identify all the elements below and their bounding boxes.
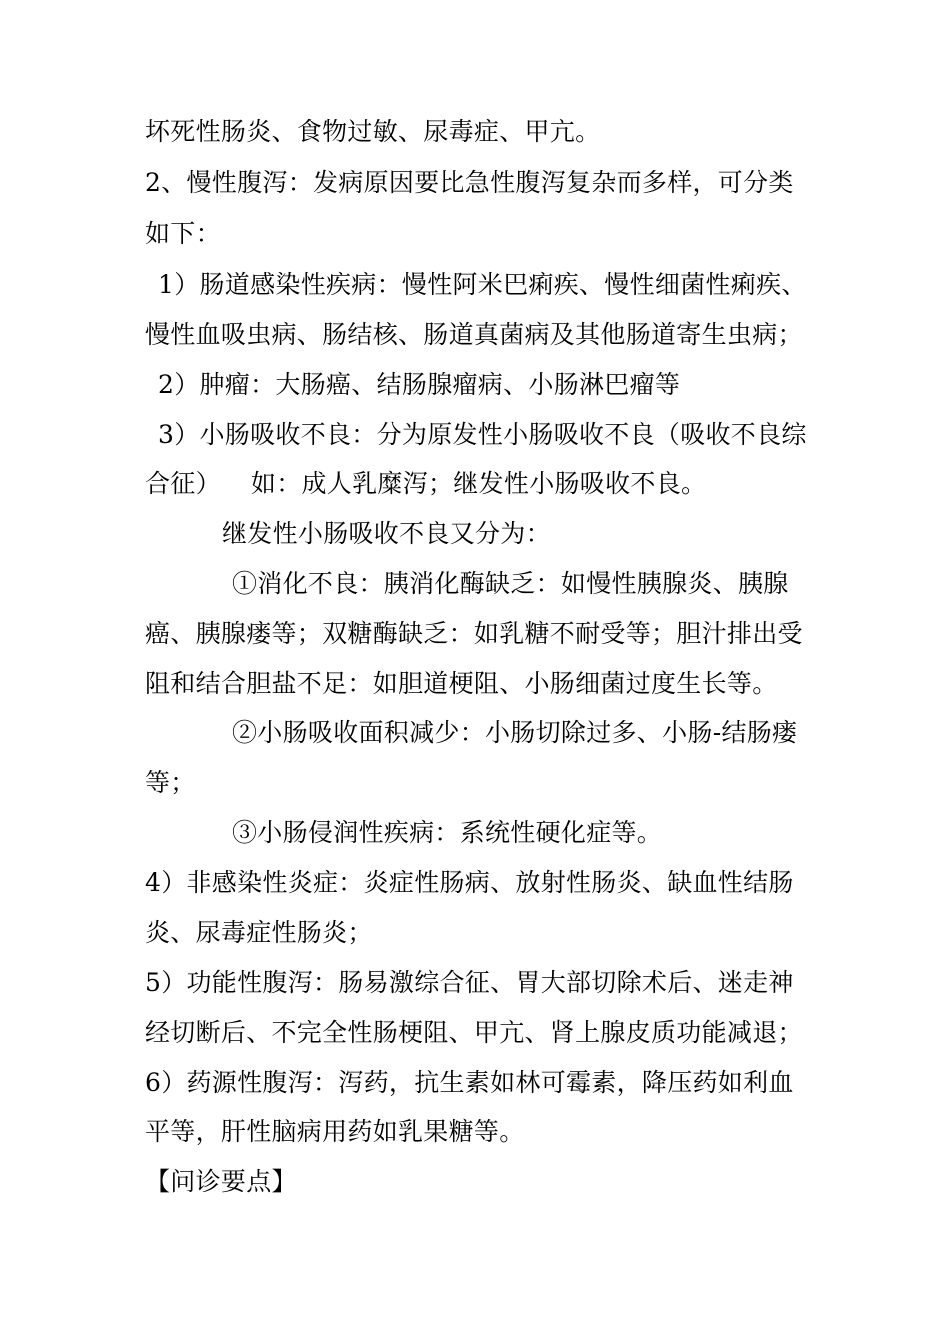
text-line: 继发性小肠吸收不良又分为： [222,519,551,548]
text-line: 5）功能性腹泻：肠易激综合征、胃大部切除术后、迷走神 [145,968,794,997]
text-line: ③小肠侵润性疾病：系统性硬化症等。 [232,818,663,847]
text-line: 坏死性肠炎、食物过敏、尿毒症、甲亢。 [145,117,601,146]
text-line: ①消化不良：胰消化酶缺乏：如慢性胰腺炎、胰腺 [232,569,789,598]
text-line [145,467,706,501]
text-line: 4）非感染性炎症：炎症性肠病、放射性肠炎、缺血性结肠 [145,868,794,897]
text-line: 癌、胰腺瘘等；双糖酶缺乏：如乳糖不耐受等；胆汁排出受 [145,619,803,648]
text-line: 1）肠道感染性疾病：慢性阿米巴痢疾、慢性细菌性痢疾、 [158,270,807,299]
text-line: 2、慢性腹泻：发病原因要比急性腹泻复杂而多样，可分类 [145,168,794,197]
section-heading: 【问诊要点】 [145,1167,297,1196]
text-line: 3）小肠吸收不良：分为原发性小肠吸收不良（吸收不良综 [158,420,807,449]
text-line: ②小肠吸收面积减少：小肠切除过多、小肠-结肠瘘 [232,718,798,747]
text-line: 等； [145,768,196,797]
text-span: 如：成人乳糜泻；继发性小肠吸收不良。 [250,469,707,498]
text-span: 合征） [145,469,221,498]
text-line: 如下： [145,219,221,248]
text-line: 2）肿瘤：大肠癌、结肠腺瘤病、小肠淋巴瘤等 [158,370,681,399]
text-line: 慢性血吸虫病、肠结核、肠道真菌病及其他肠道寄生虫病； [145,320,803,349]
text-line: 经切断后、不完全性肠梗阻、甲亢、肾上腺皮质功能减退； [145,1018,803,1047]
text-line: 炎、尿毒症性肠炎； [145,918,373,947]
text-line: 平等，肝性脑病用药如乳果糖等。 [145,1117,525,1146]
text-line: 6）药源性腹泻：泻药，抗生素如林可霉素，降压药如利血 [145,1068,794,1097]
text-line: 阻和结合胆盐不足：如胆道梗阻、小肠细菌过度生长等。 [145,669,778,698]
